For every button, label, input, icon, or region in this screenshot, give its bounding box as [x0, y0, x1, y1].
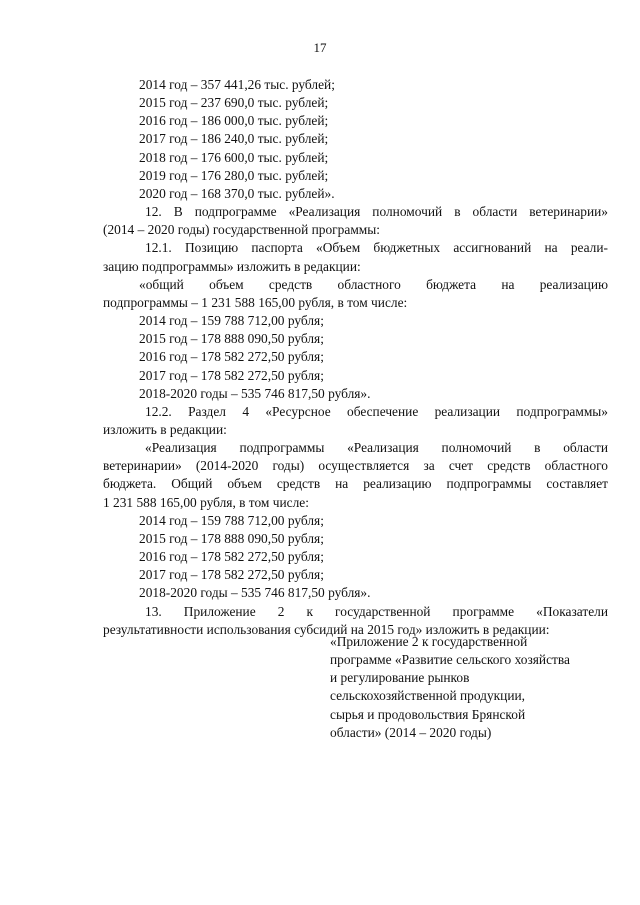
- text-line: зацию подпрограммы» изложить в редакции:: [103, 258, 361, 274]
- text-line: 2018 год – 176 600,0 тыс. рублей;: [139, 149, 329, 165]
- appendix-line: области» (2014 – 2020 годы): [330, 724, 492, 740]
- page-number: 17: [313, 40, 327, 55]
- text-line: подпрограммы – 1 231 588 165,00 рубля, в том числе:: [103, 294, 408, 310]
- text-line: 2017 год – 178 582 272,50 рубля;: [139, 367, 324, 383]
- text-line: 2019 год – 176 280,0 тыс. рублей;: [139, 167, 329, 183]
- text-line: 2020 год – 168 370,0 тыс. рублей».: [139, 185, 335, 201]
- text-line: 2018-2020 годы – 535 746 817,50 рубля».: [139, 585, 371, 601]
- text-line: бюджета. Общий объем средств на реализацию подпрограммы составляет: [103, 476, 608, 492]
- text-line: результативности использования субсидий на 2015 год» изложить в редакции:: [103, 621, 550, 637]
- text-line: 2017 год – 178 582 272,50 рубля;: [139, 567, 324, 583]
- text-line: 2014 год – 357 441,26 тыс. рублей;: [139, 77, 335, 92]
- text-line: 2014 год – 159 788 712,00 рубля;: [139, 313, 324, 329]
- text-line: 2015 год – 178 888 090,50 рубля;: [139, 530, 324, 546]
- text-line: 12.2. Раздел 4 «Ресурсное обеспечение реализации подпрограммы»: [145, 403, 608, 419]
- text-line: 2015 год – 178 888 090,50 рубля;: [139, 331, 324, 347]
- text-line: 12. В подпрограмме «Реализация полномочий в области ветеринарии»: [145, 204, 608, 220]
- appendix-line: программе «Развитие сельского хозяйства: [330, 652, 570, 668]
- text-line: «Реализация подпрограммы «Реализация полномочий в области: [145, 440, 608, 456]
- text-line: 2014 год – 159 788 712,00 рубля;: [139, 512, 324, 528]
- text-line: (2014 – 2020 годы) государственной программы:: [103, 222, 380, 238]
- text-line: 2016 год – 186 000,0 тыс. рублей;: [139, 113, 329, 129]
- text-line: «общий объем средств областного бюджета на реализацию: [139, 276, 608, 292]
- appendix-line: «Приложение 2 к государственной: [330, 634, 528, 649]
- text-line: 2016 год – 178 582 272,50 рубля;: [139, 349, 324, 365]
- appendix-line: сельскохозяйственной продукции,: [330, 688, 526, 704]
- appendix-line: и регулирование рынков: [330, 670, 470, 686]
- text-line: 1 231 588 165,00 рубля, в том числе:: [103, 494, 309, 510]
- appendix-heading: [330, 633, 620, 742]
- text-line: 13. Приложение 2 к государственной программе «Показатели: [145, 603, 608, 619]
- text-line: 12.1. Позицию паспорта «Объем бюджетных ассигнований на реали-: [145, 240, 608, 256]
- text-line: 2015 год – 237 690,0 тыс. рублей;: [139, 95, 329, 111]
- appendix-line: сырья и продовольствия Брянской: [330, 706, 526, 722]
- text-line: 2016 год – 178 582 272,50 рубля;: [139, 549, 324, 565]
- text-line: ветеринарии» (2014-2020 годы) осуществляется за счет средств областного: [103, 458, 608, 474]
- text-line: 2018-2020 годы – 535 746 817,50 рубля».: [139, 385, 371, 401]
- text-line: изложить в редакции:: [103, 421, 227, 437]
- document-body: [103, 76, 608, 639]
- text-line: 2017 год – 186 240,0 тыс. рублей;: [139, 131, 329, 147]
